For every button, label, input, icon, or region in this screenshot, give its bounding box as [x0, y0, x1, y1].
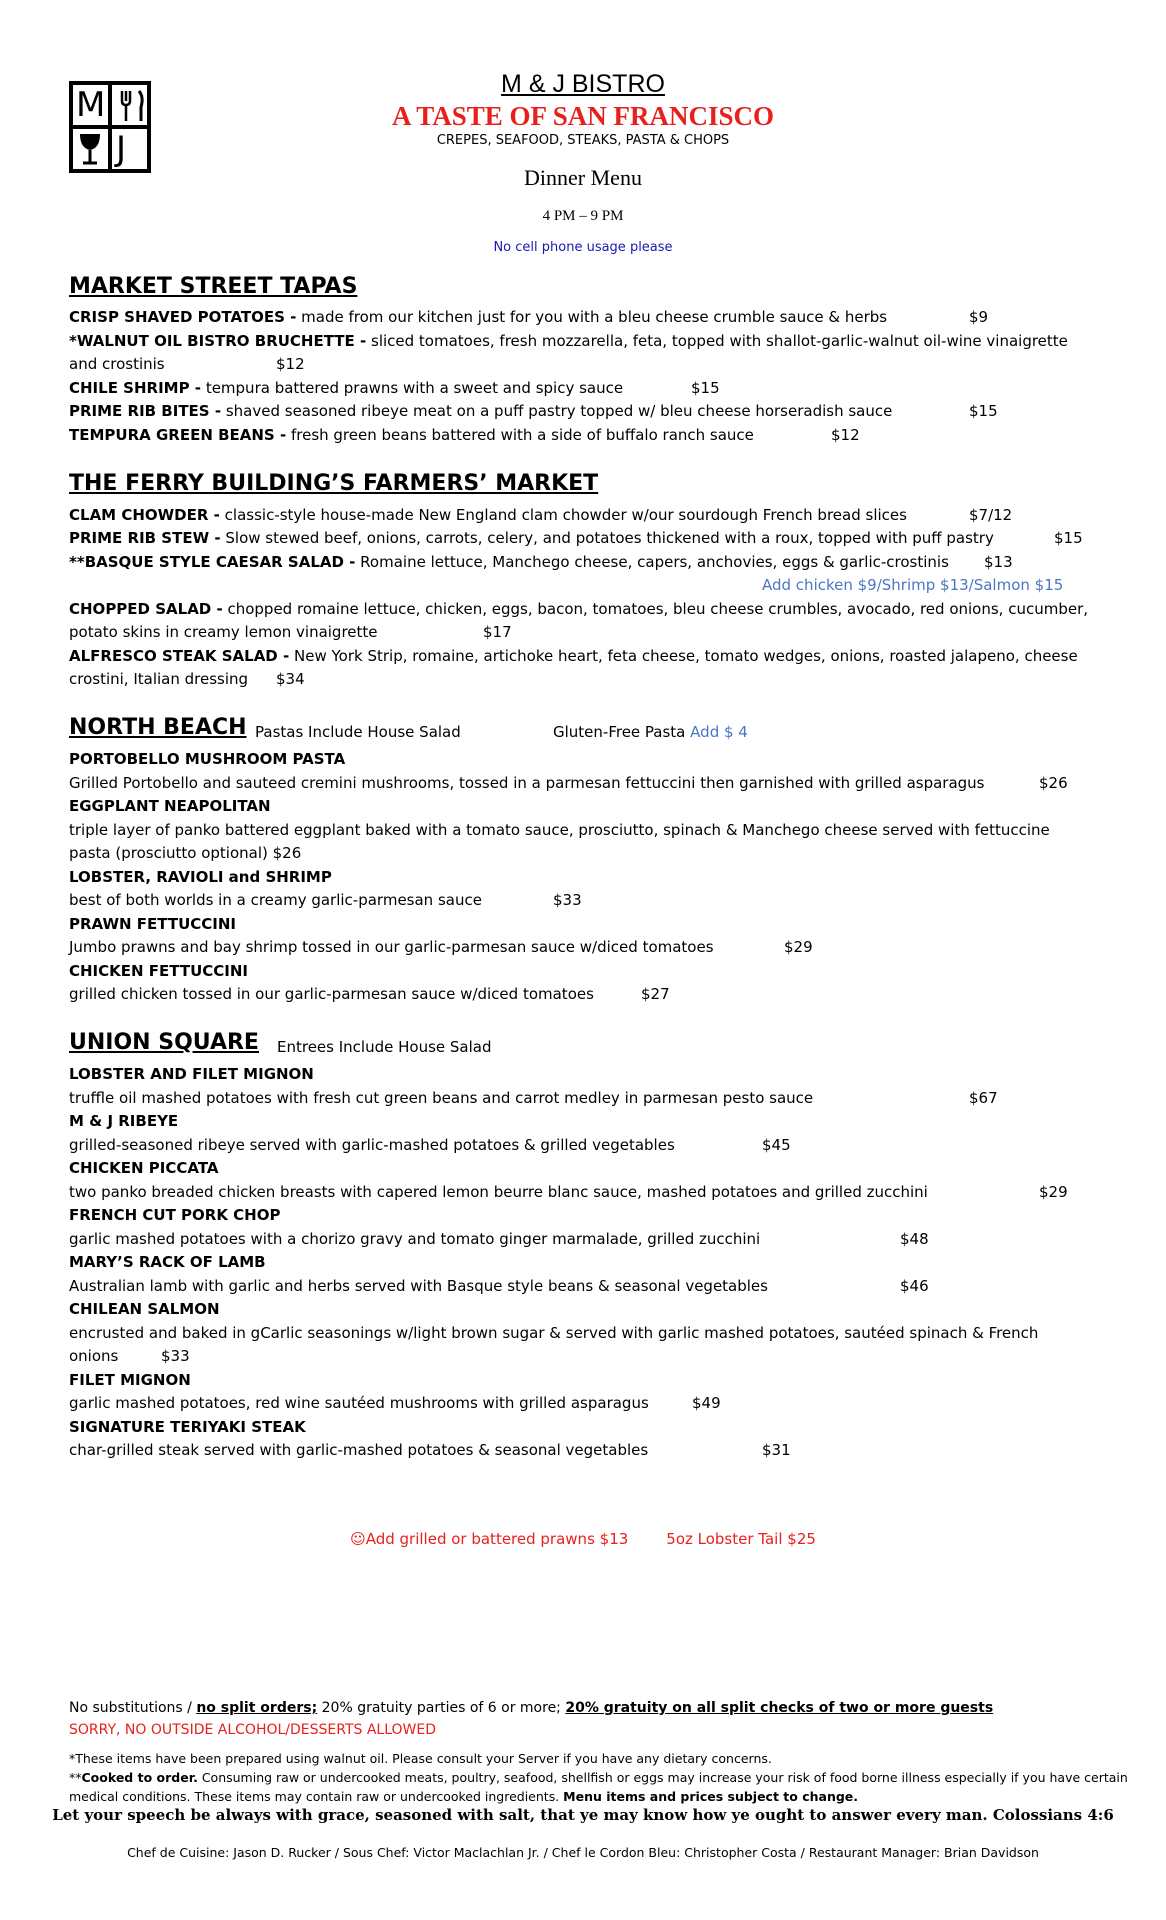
item-desc: truffle oil mashed potatoes with fresh cut green beans and carrot medley in parmesan pesto sauce $67 — [69, 1089, 998, 1107]
section-title-tapas: MARKET STREET TAPAS — [69, 274, 358, 299]
logo-letter-m: M — [76, 85, 106, 125]
cell-phone-notice: No cell phone usage please — [493, 240, 673, 255]
item-name: LOBSTER, RAVIOLI and SHRIMP — [69, 868, 332, 886]
price: $49 — [692, 1394, 721, 1412]
logo-letter-j: J — [116, 129, 127, 169]
section-title-ferry: THE FERRY BUILDING’S FARMERS’ MARKET — [69, 471, 599, 496]
price: $26 — [1039, 774, 1068, 792]
price: $48 — [900, 1230, 929, 1248]
price: $26 — [272, 844, 302, 862]
menu-item: TEMPURA GREEN BEANS - fresh green beans battered with a side of buffalo ranch sauce $12 — [69, 426, 860, 444]
section-title-union-square: UNION SQUARE — [69, 1030, 259, 1055]
price: $33 — [161, 1347, 190, 1365]
menu-item: **BASQUE STYLE CAESAR SALAD - Romaine lettuce, Manchego cheese, capers, anchovies, eggs & garlic-crostinis $13 — [69, 553, 1013, 571]
item-name: EGGPLANT NEAPOLITAN — [69, 797, 271, 815]
menu-item-continued: and crostinis $12 — [69, 355, 305, 373]
item-desc: grilled-seasoned ribeye served with garlic-mashed potatoes & grilled vegetables $45 — [69, 1136, 791, 1154]
price: $45 — [762, 1136, 791, 1154]
staff-credits: Chef de Cuisine: Jason D. Rucker / Sous Chef: Victor Maclachlan Jr. / Chef le Cordon Bleu: Christopher Costa / Restaurant Manager: Brian Davidson — [127, 1845, 1039, 1860]
item-desc: garlic mashed potatoes with a chorizo gravy and tomato ginger marmalade, grilled zucchini $48 — [69, 1230, 929, 1248]
price: $15 — [691, 379, 720, 397]
item-name: M & J RIBEYE — [69, 1112, 179, 1130]
item-desc: Jumbo prawns and bay shrimp tossed in our garlic-parmesan sauce w/diced tomatoes $29 — [69, 938, 813, 956]
policy-line: No substitutions / no split orders; 20% gratuity parties of 6 or more; 20% gratuity on all split checks of two or more guests — [69, 1700, 994, 1716]
menu-item: ALFRESCO STEAK SALAD - New York Strip, romaine, artichoke heart, feta cheese, tomato wedges, onions, roasted jalapeno, cheese — [69, 647, 1078, 665]
item-desc: best of both worlds in a creamy garlic-parmesan sauce $33 — [69, 891, 582, 909]
section-header-north-beach: NORTH BEACH Pastas Include House Salad Gluten-Free Pasta Add $ 4 — [69, 715, 748, 741]
restaurant-name: M & J BISTRO — [501, 70, 665, 98]
price: $13 — [984, 553, 1013, 571]
item-desc: triple layer of panko battered eggplant baked with a tomato sauce, prosciutto, spinach & Manchego cheese served with fettuccine — [69, 821, 1050, 839]
item-desc: garlic mashed potatoes, red wine sautéed mushrooms with grilled asparagus $49 — [69, 1394, 721, 1412]
menu-item: CHOPPED SALAD - chopped romaine lettuce, chicken, eggs, bacon, tomatoes, bleu cheese crumbles, avocado, red onions, cucumber, — [69, 600, 1089, 618]
item-desc: two panko breaded chicken breasts with capered lemon beurre blanc sauce, mashed potatoes and grilled zucchini $29 — [69, 1183, 1068, 1201]
price: $31 — [762, 1441, 791, 1459]
item-name: FRENCH CUT PORK CHOP — [69, 1206, 281, 1224]
item-name: CHICKEN PICCATA — [69, 1159, 219, 1177]
cooked-note: **Cooked to order. Consuming raw or undercooked meats, poultry, seafood, shellfish or eggs may increase your risk of food borne illness especially if you have certain — [69, 1770, 1128, 1785]
item-desc: grilled chicken tossed in our garlic-parmesan sauce w/diced tomatoes $27 — [69, 985, 670, 1003]
menu-item-continued: crostini, Italian dressing $34 — [69, 670, 305, 688]
price: $29 — [1039, 1183, 1068, 1201]
menu-item: CHILE SHRIMP - tempura battered prawns with a sweet and spicy sauce $15 — [69, 379, 720, 397]
menu-item: *WALNUT OIL BISTRO BRUCHETTE - sliced tomatoes, fresh mozzarella, feta, topped with shallot-garlic-walnut oil-wine vinaigrette — [69, 332, 1068, 350]
item-name: PORTOBELLO MUSHROOM PASTA — [69, 750, 346, 768]
item-name: CHILEAN SALMON — [69, 1300, 220, 1318]
item-name: LOBSTER AND FILET MIGNON — [69, 1065, 314, 1083]
price: $34 — [276, 670, 305, 688]
item-name: PRAWN FETTUCCINI — [69, 915, 237, 933]
section-header-union-square: UNION SQUARE Entrees Include House Salad — [69, 1030, 492, 1056]
menu-title: Dinner Menu — [524, 165, 642, 190]
price: $7/12 — [969, 506, 1013, 524]
price: $33 — [553, 891, 582, 909]
menu-page: M J M & J BISTRO A TASTE OF SAN FRANCISCO CREPES, SEAFOOD, STEAKS, PASTA & CHOPS Dinner Menu 4 PM – 9 PM No cell phone usage please MARKET STREET TAPAS CRISP SHAVED POTATOES - made from our kitchen just for you with a bleu cheese crumble sauce & herbs $9 *WALNUT OIL BISTRO BRUCHETTE - sliced tomatoes, fresh mozzarella, feta, topped with shallot-garlic-walnut oil-wine vinaigrette and crostinis $12 CHILE SHRIMP - tempura battered prawns with a sweet and spicy sauce $15 PRIME RIB BITES - shaved seasoned ribeye meat on a puff pastry topped w/ bleu cheese horseradish sauce $15 TEMPURA GREEN BEANS - fresh green beans battered with a side of buffalo ranch sauce $12 THE FERRY BUILDING’S FARMERS’ MARKET CLAM CHOWDER - classic-style house-made New England clam chowder w/our sourdough French bread slices $7/12 PRIME RIB STEW - Slow stewed beef, onions, carrots, celery, and potatoes thickened with a roux, topped with puff pastry $15 **BASQUE STYLE CAESAR SALAD - Romaine lettuce, Manchego cheese, capers, anchovies, eggs & garlic-crostinis $13 Add chicken $9/Shrimp $13/Salmon $15 CHOPPED SALAD - chopped romaine lettuce, chicken, eggs, bacon, tomatoes, bleu cheese crumbles, avocado, red onions, cucumber, potato skins in creamy lemon vinaigrette $17 ALFRESCO STEAK SALAD - New York Strip, romaine, artichoke heart, feta cheese, tomato wedges, onions, roasted jalapeno, cheese crostini, Italian dressing $34 NORTH BEACH Pastas Include House Salad Gluten-Free Pasta Add $ 4 PORTOBELLO MUSHROOM PASTA Grilled Portobello and sauteed cremini mushrooms, tossed in a parmesan fettuccini then garnished with grilled asparagus $26 EGGPLANT NEAPOLITAN triple layer of panko battered eggplant baked with a tomato sauce, prosciutto, spinach & Manchego cheese served with fettuccine pasta (prosciutto optional) $26 LOBSTER, RAVIOLI and SHRIMP best of both worlds in a creamy garlic-parmesan sauce $33 PRAWN FETTUCCINI Jumbo prawns and bay shrimp tossed in our garlic-parmesan sauce w/diced tomatoes $29 CHICKEN FETTUCCINI grilled chicken tossed in our garlic-parmesan sauce w/diced tomatoes $27 UNION SQUARE Entrees Include House Salad LOBSTER AND FILET MIGNON truffle oil mashed potatoes with fresh cut green beans and carrot medley in parmesan pesto sauce $67 M & J RIBEYE grilled-seasoned ribeye served with garlic-mashed potatoes & grilled vegetables $45 CHICKEN PICCATA two panko breaded chicken breasts with capered lemon beurre blanc sauce, mashed potatoes and grilled zucchini $29 FRENCH CUT PORK CHOP garlic mashed potatoes with a chorizo gravy and tomato ginger marmalade, grilled zucchini $48 MARY’S RACK OF LAMB Australian lamb with garlic and herbs served with Basque style beans & seasonal vegetables $46 CHILEAN SALMON encrusted and baked in gCarlic seasonings w/light brown sugar & served with garlic mashed potatoes, sautéed spinach & French onions $33 FILET MIGNON garlic mashed potatoes, red wine sautéed mushrooms with grilled asparagus $49 SIGNATURE TERIYAKI STEAK char-grilled steak served with garlic-mashed potatoes & seasonal vegetables $31 ☺Add grilled or battered prawns $13 5oz Lobster Tail $25 No substitutions / no split orders; 20% gratuity parties of 6 or more; 20% gratuity on all split checks of two or more guests SORRY, NO OUTSIDE ALCOHOL/DESSERTS ALLOWED *These items have been prepared using walnut oil. Please consult your Server if you have any dietary concerns. **Cooked to order. Consuming raw or undercooked meats, poultry, seafood, shellfish or eggs may increase your risk of food borne illness especially if you have certain medical conditions. These items may contain raw or undercooked ingredients. Menu items and prices subject to change. Let your speech be always with grace, seasoned with salt, that ye may know how ye ought to answer every man. Colossians 4:6 Chef de Cuisine: Jason D. Rucker / Sous Chef: Victor Maclachlan Jr. / Chef le Cordon Bleu: Christopher Costa / Restaurant Manager: Brian Davidson — [0, 0, 1166, 1920]
item-desc-continued: onions $33 — [69, 1347, 190, 1365]
cuisine-subtitle: CREPES, SEAFOOD, STEAKS, PASTA & CHOPS — [436, 133, 730, 148]
walnut-note: *These items have been prepared using walnut oil. Please consult your Server if you have any dietary concerns. — [69, 1751, 772, 1766]
menu-item: CRISP SHAVED POTATOES - made from our kitchen just for you with a bleu cheese crumble sauce & herbs $9 — [69, 308, 989, 326]
price: $12 — [276, 355, 305, 373]
price: $15 — [969, 402, 998, 420]
menu-item: PRIME RIB STEW - Slow stewed beef, onions, carrots, celery, and potatoes thickened with a roux, topped with puff pastry $15 — [69, 529, 1083, 547]
price: $27 — [641, 985, 670, 1003]
price: $12 — [831, 426, 860, 444]
price: $15 — [1054, 529, 1083, 547]
item-name: CHICKEN FETTUCCINI — [69, 962, 249, 980]
price: $46 — [900, 1277, 929, 1295]
price: $17 — [483, 623, 512, 641]
item-desc: Australian lamb with garlic and herbs served with Basque style beans & seasonal vegetables $46 — [69, 1277, 929, 1295]
price: $29 — [784, 938, 813, 956]
hours: 4 PM – 9 PM — [542, 208, 624, 224]
price: $67 — [969, 1089, 998, 1107]
entree-addons: ☺Add grilled or battered prawns $13 5oz Lobster Tail $25 — [350, 1530, 816, 1548]
scripture-quote: Let your speech be always with grace, seasoned with salt, that ye may know how ye ought to answer every man. Colossians 4:6 — [52, 1806, 1114, 1824]
menu-item: PRIME RIB BITES - shaved seasoned ribeye meat on a puff pastry topped w/ bleu cheese horseradish sauce $15 — [69, 402, 998, 420]
item-desc: char-grilled steak served with garlic-mashed potatoes & seasonal vegetables $31 — [69, 1441, 791, 1459]
price: $9 — [969, 308, 989, 326]
section-title-north-beach: NORTH BEACH — [69, 715, 247, 740]
item-desc-continued: pasta (prosciutto optional) $26 — [69, 844, 302, 862]
item-name: FILET MIGNON — [69, 1371, 191, 1389]
tagline: A TASTE OF SAN FRANCISCO — [391, 101, 775, 131]
cooked-note-continued: medical conditions. These items may contain raw or undercooked ingredients. Menu items and prices subject to change. — [69, 1789, 859, 1804]
smiley-icon: ☺ — [350, 1530, 366, 1548]
item-desc: encrusted and baked in gCarlic seasonings w/light brown sugar & served with garlic mashed potatoes, sautéed spinach & French — [69, 1324, 1039, 1342]
no-outside-notice: SORRY, NO OUTSIDE ALCOHOL/DESSERTS ALLOWED — [69, 1722, 437, 1738]
menu-item: CLAM CHOWDER - classic-style house-made New England clam chowder w/our sourdough French bread slices $7/12 — [69, 506, 1013, 524]
item-name: MARY’S RACK OF LAMB — [69, 1253, 266, 1271]
item-desc: Grilled Portobello and sauteed cremini mushrooms, tossed in a parmesan fettuccini then garnished with grilled asparagus $26 — [69, 774, 1068, 792]
item-name: SIGNATURE TERIYAKI STEAK — [69, 1418, 306, 1436]
menu-item-continued: potato skins in creamy lemon vinaigrette $17 — [69, 623, 512, 641]
